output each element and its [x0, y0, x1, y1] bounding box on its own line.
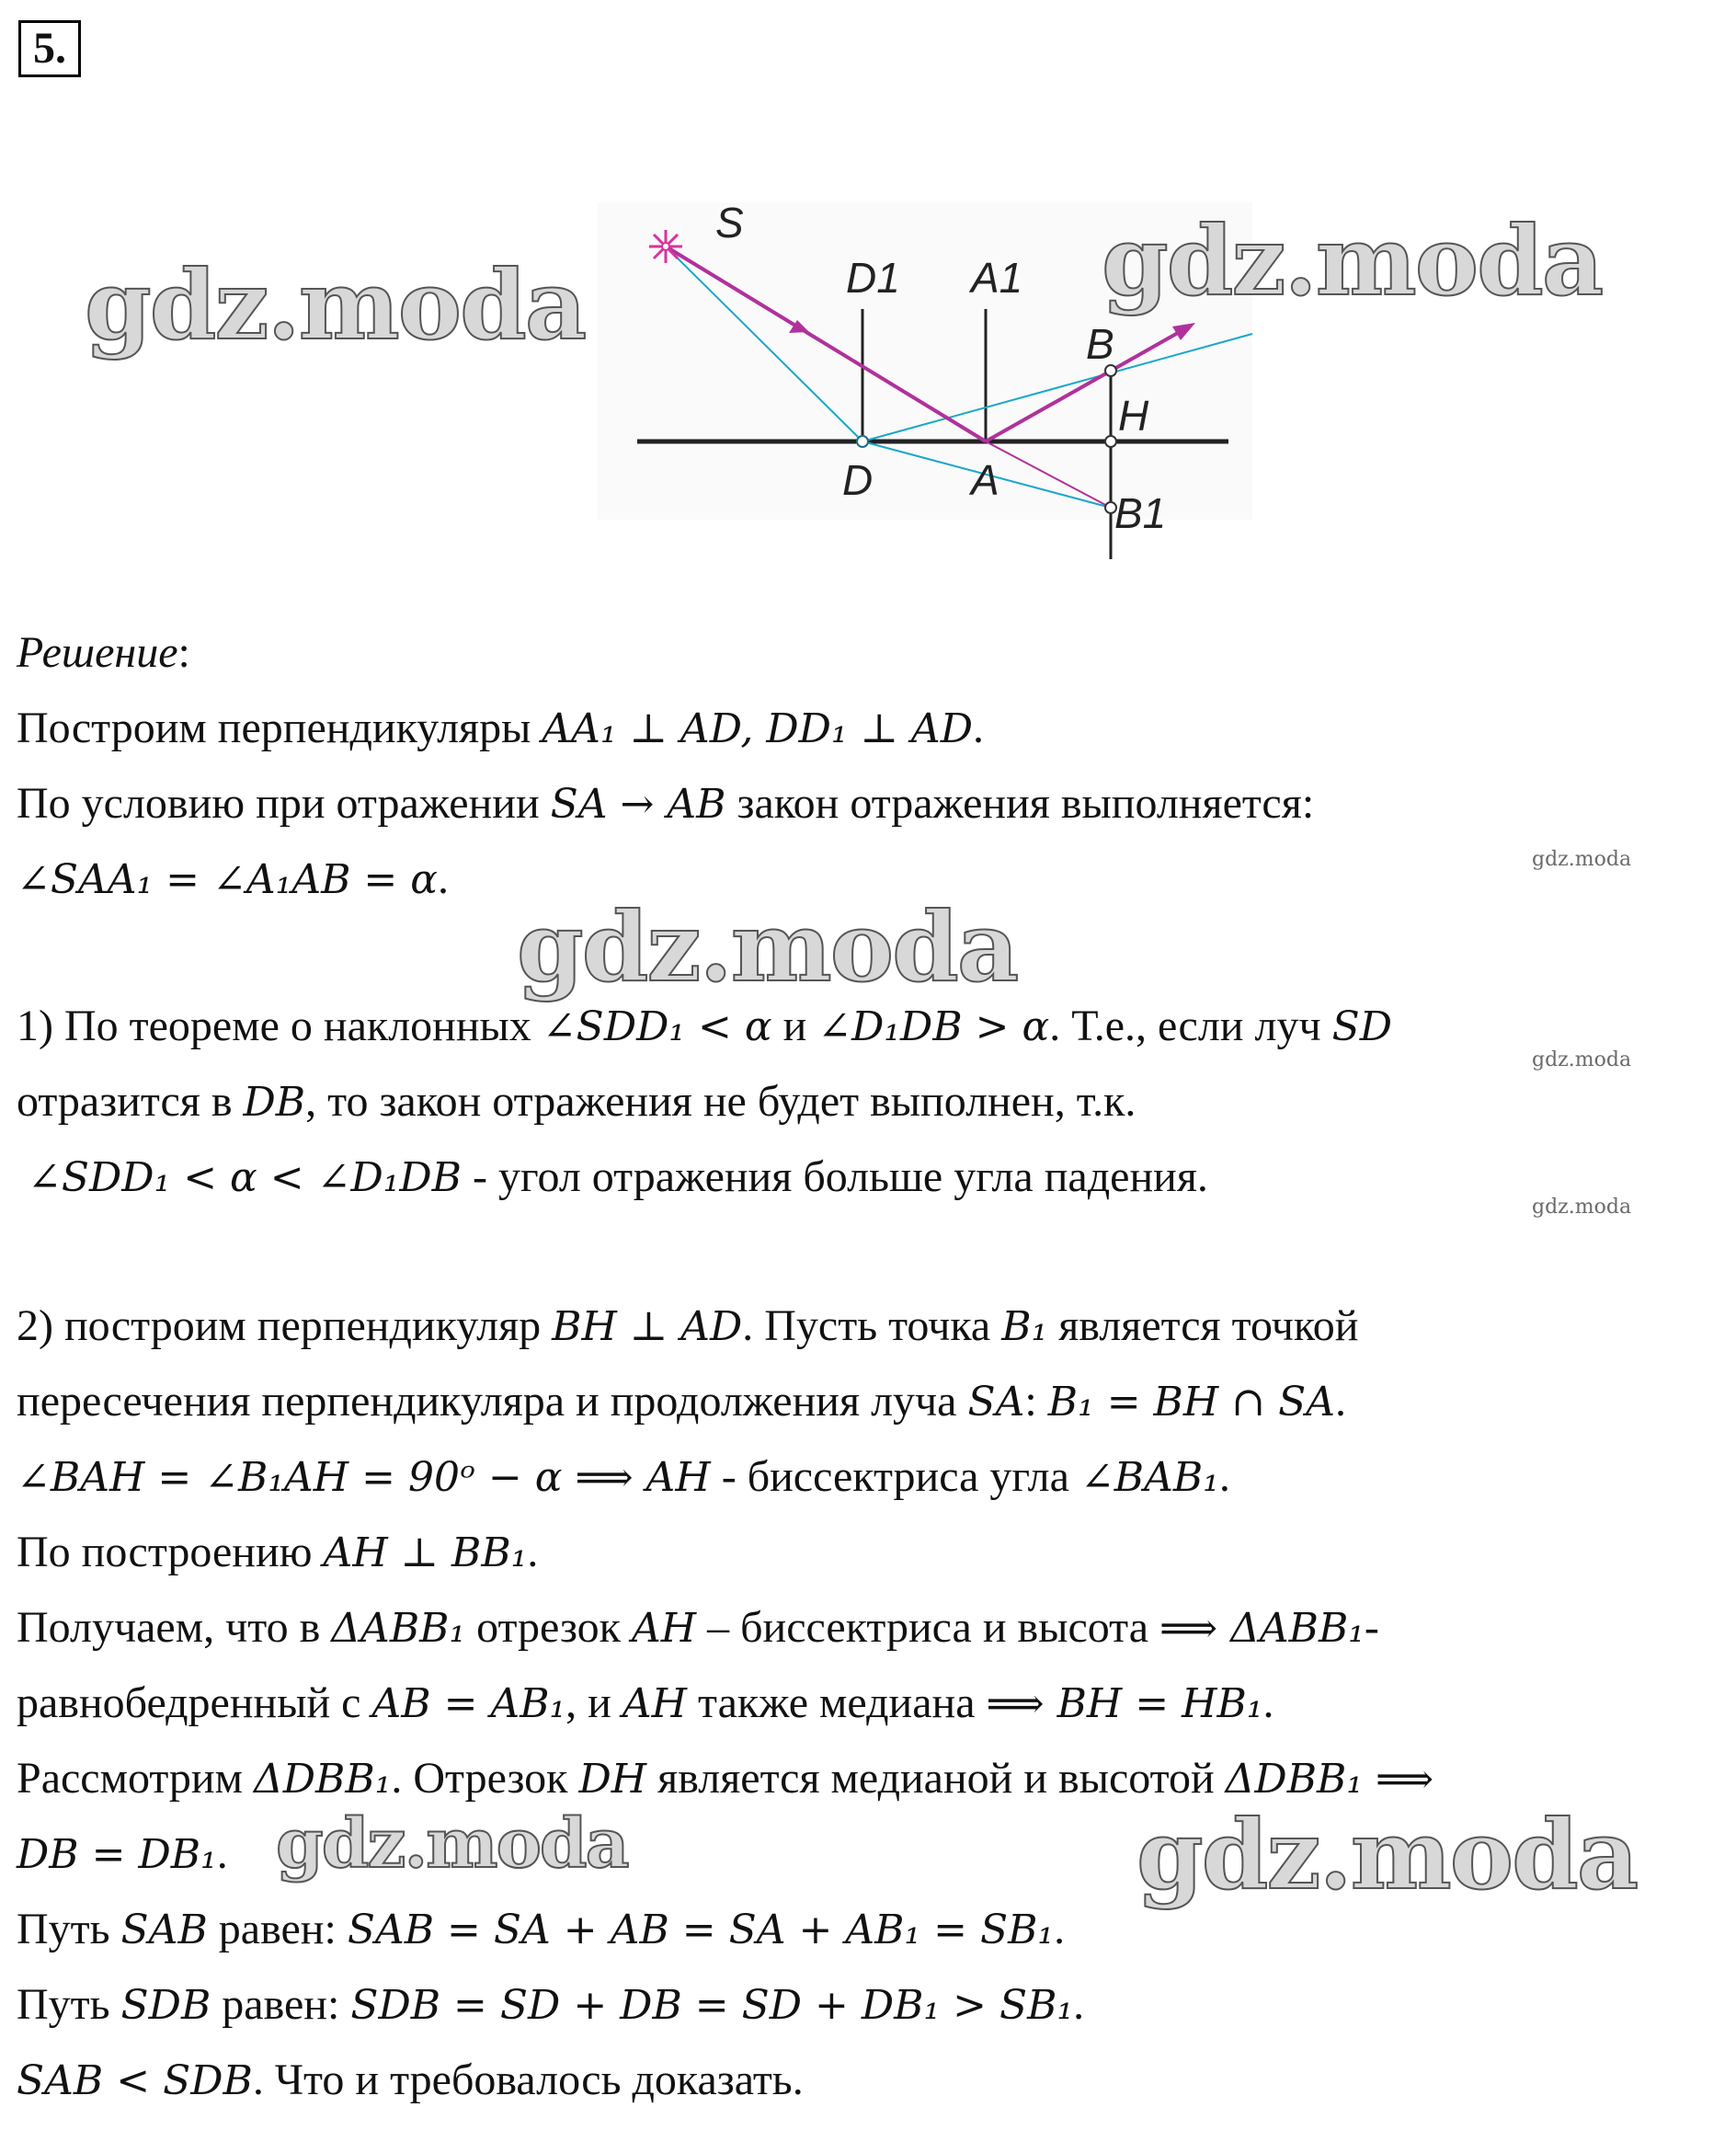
- text-line: равнобедренный с AB = AB₁, и AH также медиана ⟹ BH = HB₁.: [17, 1678, 1274, 1727]
- watermark-small: gdz.moda: [1532, 1196, 1632, 1219]
- solution-heading: Решение:: [17, 628, 190, 677]
- text-line: По построению AH ⊥ BB₁.: [17, 1528, 539, 1576]
- label-a: A: [971, 456, 999, 504]
- watermark-small: gdz.moda: [1532, 1048, 1632, 1071]
- label-d1: D1: [846, 254, 900, 302]
- text-line: Получаем, что в ΔABB₁ отрезок AH – биссектриса и высота ⟹ ΔABB₁-: [17, 1603, 1379, 1652]
- text-line: По условию при отражении SA → AB закон отражения выполняется:: [17, 779, 1315, 828]
- text-line: Рассмотрим ΔDBB₁. Отрезок DH является медианой и высотой ΔDBB₁ ⟹: [17, 1754, 1434, 1803]
- text-line: DB = DB₁.: [17, 1829, 228, 1878]
- label-d: D: [842, 456, 874, 504]
- text-line: 1) По теореме о наклонных ∠SDD₁ < α и ∠D₁DB > α. Т.е., если луч SD: [17, 1002, 1392, 1050]
- text-line: SAB < SDB. Что и требовалось доказать.: [17, 2056, 804, 2104]
- label-b1: B1: [1114, 489, 1167, 537]
- point-s: [662, 243, 669, 250]
- problem-number: 5.: [18, 20, 81, 77]
- point-d: [857, 436, 868, 447]
- text-line: Путь SDB равен: SDB = SD + DB = SD + DB₁ > SB₁.: [17, 1980, 1085, 2029]
- label-a1: A1: [971, 254, 1023, 302]
- text-line: Построим перпендикуляры AA₁ ⊥ AD, DD₁ ⊥ AD.: [17, 704, 984, 752]
- label-b: B: [1086, 320, 1114, 368]
- text-line: ∠SAA₁ = ∠A₁AB = α.: [17, 854, 449, 903]
- watermark-small: gdz.moda: [1532, 848, 1632, 871]
- watermark: gdz.moda: [1102, 204, 1603, 317]
- point-h: [1105, 436, 1116, 447]
- watermark: gdz.moda: [85, 248, 586, 361]
- text-line: ∠BAH = ∠B₁AH = 90ᵒ − α ⟹ AH - биссектриса угла ∠BAB₁.: [17, 1452, 1230, 1501]
- text-line: пересечения перпендикуляра и продолжения луча SA: B₁ = BH ∩ SA.: [17, 1377, 1347, 1426]
- watermark: gdz.moda: [1136, 1798, 1638, 1911]
- text-line: ∠SDD₁ < α < ∠D₁DB - угол отражения больше угла падения.: [28, 1152, 1208, 1201]
- text-line: Путь SAB равен: SAB = SA + AB = SA + AB₁ = SB₁.: [17, 1905, 1066, 1953]
- watermark: gdz.moda: [517, 890, 1018, 1003]
- label-h: H: [1118, 392, 1149, 440]
- text-line: 2) построим перпендикуляр BH ⊥ AD. Пусть точка B₁ является точкой: [17, 1301, 1359, 1350]
- label-s: S: [715, 200, 744, 246]
- text-line: отразится в DB, то закон отражения не будет выполнен, т.к.: [17, 1077, 1136, 1126]
- watermark: gdz.moda: [276, 1804, 628, 1884]
